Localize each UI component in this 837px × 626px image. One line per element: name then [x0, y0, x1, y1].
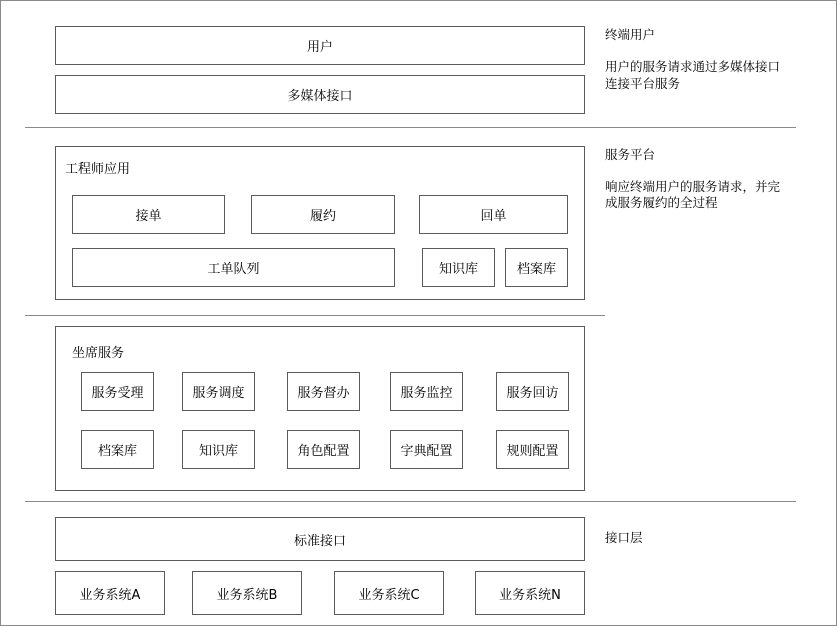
- side-desc-platform-line1: 响应终端用户的服务请求，并完: [605, 179, 781, 194]
- box-service-supervision: 服务督办: [287, 372, 360, 411]
- side-desc-platform-line2: 成服务履约的全过程: [605, 195, 718, 210]
- side-title-platform: 服务平台: [605, 147, 656, 162]
- box-return-order: 回单: [419, 195, 568, 234]
- box-service-monitoring: 服务监控: [390, 372, 463, 411]
- box-seat-knowledge-base: 知识库: [182, 430, 255, 469]
- box-service-follow-up: 服务回访: [496, 372, 569, 411]
- box-fulfillment: 履约: [251, 195, 395, 234]
- divider-3: [25, 501, 796, 502]
- box-multimedia-interface: 多媒体接口: [55, 75, 585, 114]
- side-desc-terminal-line2: 连接平台服务: [605, 76, 681, 91]
- box-standard-interface: 标准接口: [55, 517, 585, 561]
- box-service-dispatch: 服务调度: [182, 372, 255, 411]
- box-archive: 档案库: [505, 248, 568, 287]
- box-knowledge-base: 知识库: [422, 248, 495, 287]
- box-role-config: 角色配置: [287, 430, 360, 469]
- box-accept-order: 接单: [72, 195, 225, 234]
- box-business-system-n: 业务系统N: [475, 571, 585, 615]
- box-seat-archive: 档案库: [81, 430, 154, 469]
- box-service-acceptance: 服务受理: [81, 372, 154, 411]
- group-title-seat-service: 坐席服务: [72, 346, 125, 361]
- group-title-engineer-app: 工程师应用: [65, 162, 131, 177]
- side-desc-terminal-line1: 用户的服务请求通过多媒体接口: [605, 59, 781, 74]
- box-business-system-a: 业务系统A: [55, 571, 165, 615]
- box-dictionary-config: 字典配置: [390, 430, 463, 469]
- divider-1: [25, 127, 796, 128]
- box-work-order-queue: 工单队列: [72, 248, 395, 287]
- box-rule-config: 规则配置: [496, 430, 569, 469]
- side-title-interface: 接口层: [605, 530, 643, 545]
- side-title-terminal: 终端用户: [605, 27, 656, 42]
- divider-2: [25, 315, 605, 316]
- box-user: 用户: [55, 26, 585, 65]
- box-business-system-b: 业务系统B: [192, 571, 302, 615]
- box-business-system-c: 业务系统C: [334, 571, 444, 615]
